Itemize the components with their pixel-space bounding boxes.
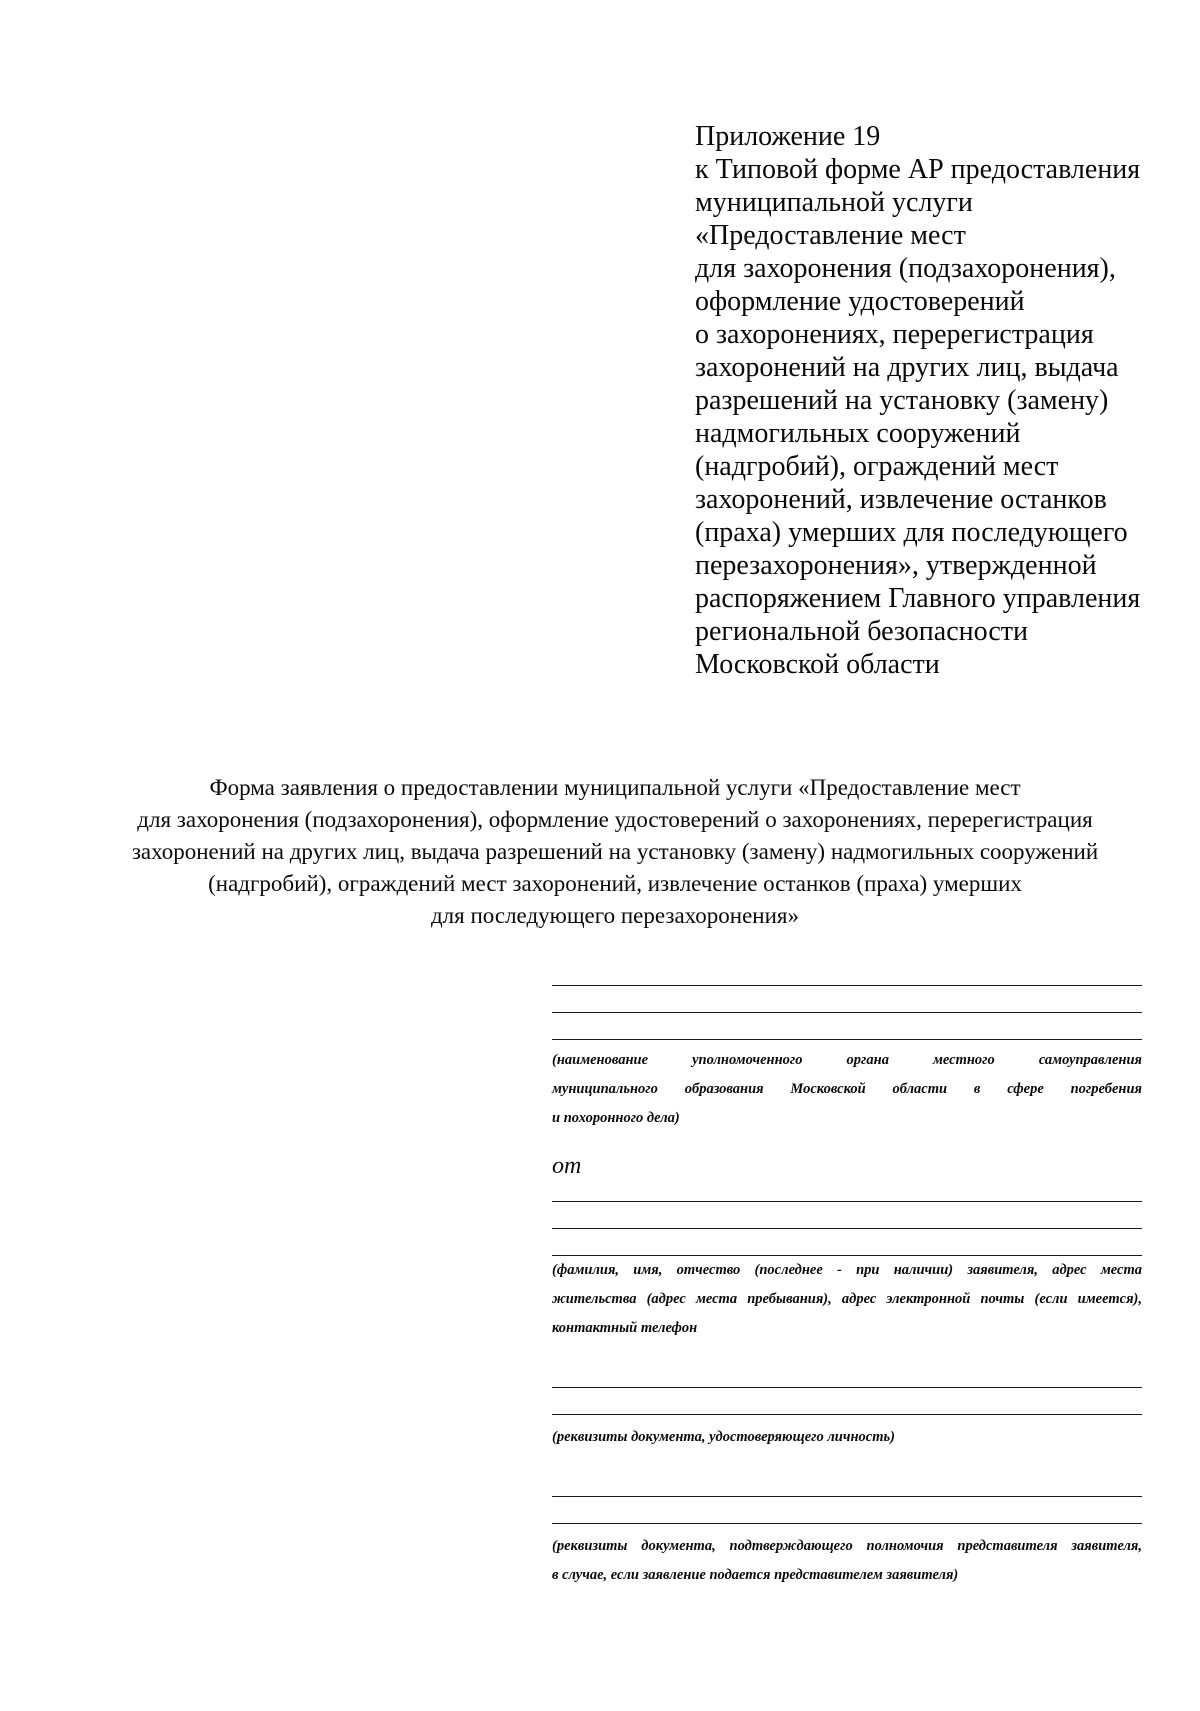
appendix-line: (надгробий), ограждений мест bbox=[695, 451, 1059, 482]
applicant-caption bbox=[552, 1256, 1142, 1343]
appendix-header bbox=[695, 120, 1165, 681]
identity-caption bbox=[552, 1423, 1142, 1452]
authority-line-1[interactable] bbox=[552, 985, 1142, 986]
appendix-line: (праха) умерших для последующего bbox=[695, 517, 1128, 548]
appendix-line: «Предоставление мест bbox=[695, 220, 966, 251]
title-line: Форма заявления о предоставлении муниципальной услуги «Предоставление мест bbox=[209, 775, 1021, 800]
applicant-caption-line: (фамилия, имя, отчество (последнее - при наличии) заявителя, адрес места bbox=[552, 1262, 1142, 1278]
authority-caption-line: и похоронного дела) bbox=[552, 1110, 680, 1126]
recipient-applicant-block bbox=[552, 985, 1142, 1590]
representative-caption-line: (реквизиты документа, подтверждающего полномочия представителя заявителя, bbox=[552, 1538, 1142, 1554]
title-line: захоронений на других лиц, выдача разрешений на установку (замену) надмогильных сооружений bbox=[131, 839, 1099, 864]
representative-caption bbox=[552, 1532, 1142, 1590]
appendix-line: распоряжением Главного управления bbox=[695, 583, 1141, 614]
title-line: для захоронения (подзахоронения), оформление удостоверений о захоронениях, перерегистрация bbox=[137, 807, 1093, 832]
representative-line-1[interactable] bbox=[552, 1496, 1142, 1497]
from-label: от bbox=[552, 1153, 582, 1179]
applicant-caption-line: контактный телефон bbox=[552, 1320, 698, 1336]
identity-line-1[interactable] bbox=[552, 1387, 1142, 1388]
appendix-line: разрешений на установку (замену) bbox=[695, 385, 1109, 416]
identity-line-2[interactable] bbox=[552, 1414, 1142, 1415]
representative-line-2[interactable] bbox=[552, 1523, 1142, 1524]
authority-line-3[interactable] bbox=[552, 1039, 1142, 1040]
appendix-line: захоронений на других лиц, выдача bbox=[695, 352, 1119, 383]
representative-caption-line: в случае, если заявление подается представителем заявителя) bbox=[552, 1567, 959, 1583]
applicant-line-1[interactable] bbox=[552, 1201, 1142, 1202]
appendix-line: Приложение 19 bbox=[695, 121, 881, 152]
authority-caption-line: (наименование уполномоченного органа местного самоуправления bbox=[552, 1052, 1142, 1068]
applicant-caption-line: жительства (адрес места пребывания), адрес электронной почты (если имеется), bbox=[552, 1291, 1142, 1307]
appendix-line: региональной безопасности bbox=[695, 616, 1028, 647]
appendix-line: Московской области bbox=[695, 649, 940, 680]
appendix-line: захоронений, извлечение останков bbox=[695, 484, 1107, 515]
appendix-line: перезахоронения», утвержденной bbox=[695, 550, 1097, 581]
appendix-line: оформление удостоверений bbox=[695, 286, 1025, 317]
applicant-line-2[interactable] bbox=[552, 1228, 1142, 1229]
authority-line-2[interactable] bbox=[552, 1012, 1142, 1013]
authority-caption-line: муниципального образования Московской области в сфере погребения bbox=[552, 1081, 1142, 1097]
appendix-line: для захоронения (подзахоронения), bbox=[695, 253, 1116, 284]
appendix-line: к Типовой форме АР предоставления bbox=[695, 154, 1141, 185]
authority-caption bbox=[552, 1046, 1142, 1133]
appendix-line: о захоронениях, перерегистрация bbox=[695, 319, 1094, 350]
form-title bbox=[70, 772, 1160, 932]
appendix-line: муниципальной услуги bbox=[695, 187, 973, 218]
identity-caption-line: (реквизиты документа, удостоверяющего личность) bbox=[552, 1429, 895, 1445]
appendix-line: надмогильных сооружений bbox=[695, 418, 1021, 449]
title-line: для последующего перезахоронения» bbox=[430, 903, 800, 928]
title-line: (надгробий), ограждений мест захоронений, извлечение останков (праха) умерших bbox=[208, 871, 1022, 896]
